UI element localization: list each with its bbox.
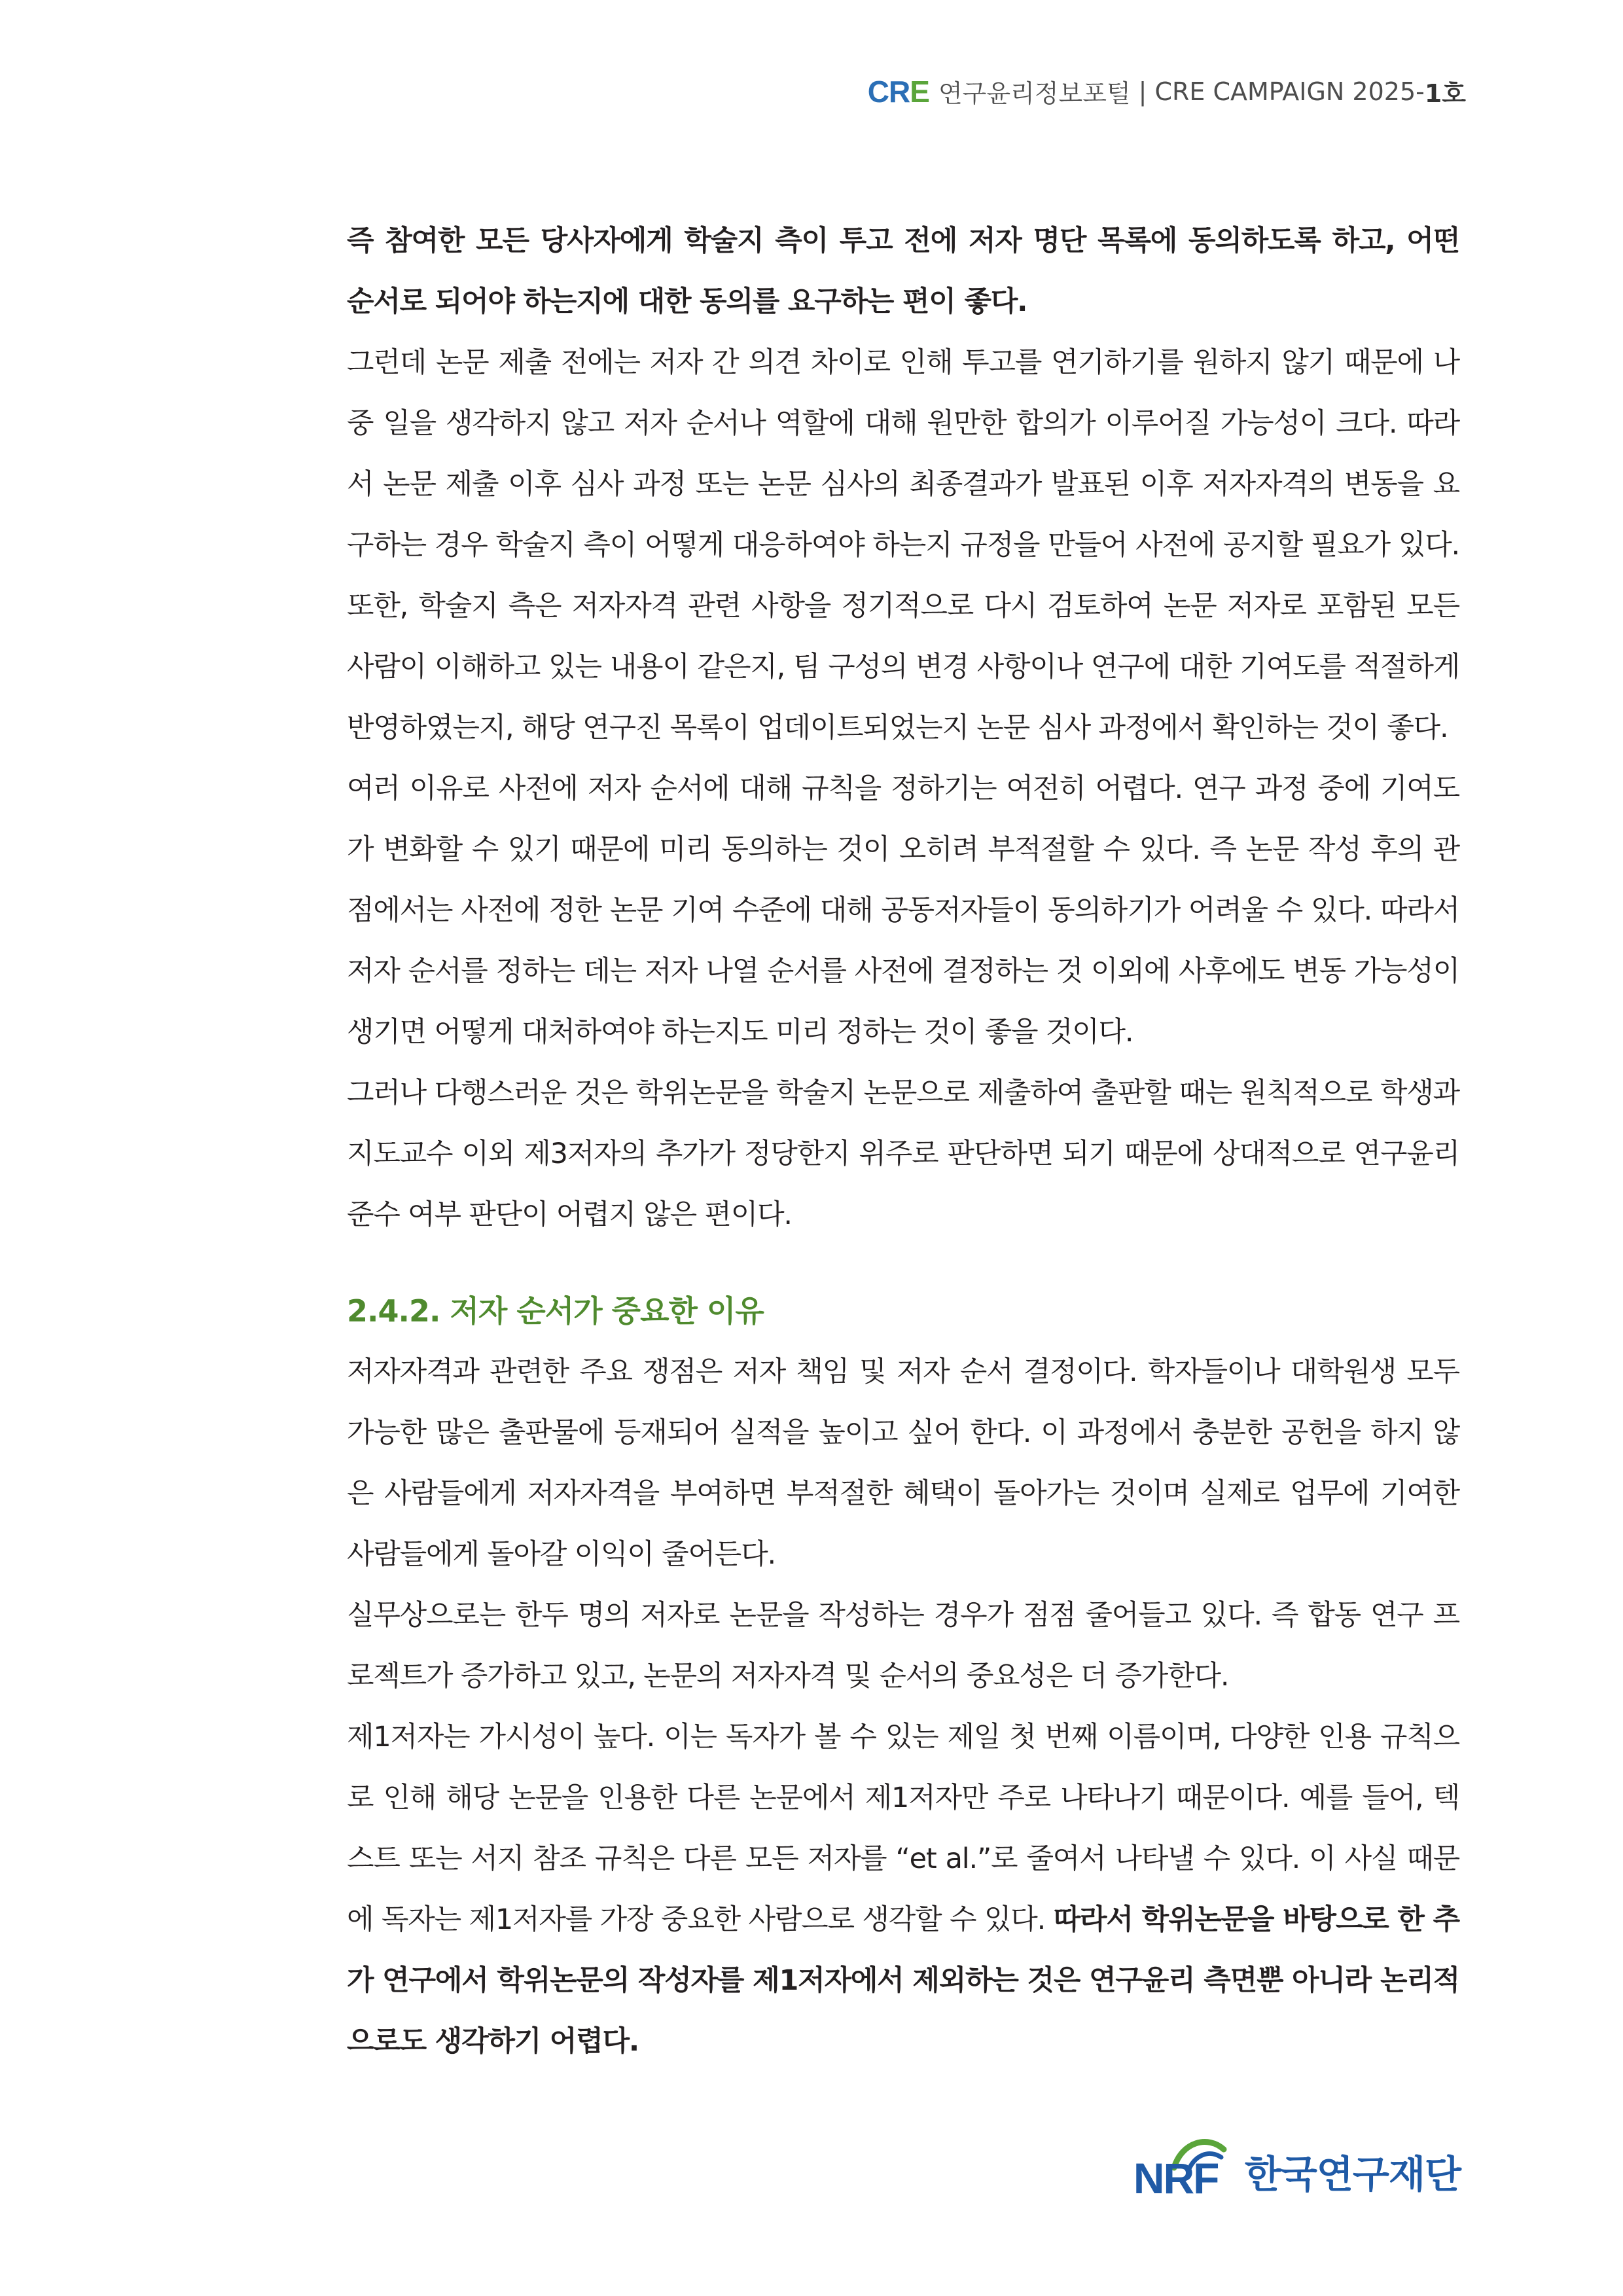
section-paragraph-2: 실무상으로는 한두 명의 저자로 논문을 작성하는 경우가 점점 줄어들고 있다. 즉 합동 연구 프로젝트가 증가하고 있고, 논문의 저자자격 및 순서의 중요성은 더 증가한다. xyxy=(347,1599,1459,1693)
section-paragraph-1: 저자자격과 관련한 주요 쟁점은 저자 책임 및 저자 순서 결정이다. 학자들이나 대학원생 모두 가능한 많은 출판물에 등재되어 실적을 높이고 싶어 한다. 이 과정에서 충분한 공헌을 하지 않은 사람들에게 저자자격을 부여하면 부적절한 혜택이 돌아가는 것이며 실제로 업무에 기여한 사람들에게 돌아갈 이익이 줄어든다. xyxy=(347,1355,1459,1571)
paragraph-3: 여러 이유로 사전에 저자 순서에 대해 규칙을 정하기는 여전히 어렵다. 연구 과정 중에 기여도가 변화할 수 있기 때문에 미리 동의하는 것이 오히려 부적절할 수 있다. 즉 논문 작성 후의 관점에서는 사전에 정한 논문 기여 수준에 대해 공동저자들이 동의하기가 어려울 수 있다. 따라서 저자 순서를 정하는 데는 저자 나열 순서를 사전에 결정하는 것 이외에 사후에도 변동 가능성이 생기면 어떻게 대처하여야 하는지도 미리 정하는 것이 좋을 것이다. xyxy=(347,772,1459,1049)
header-separator: | xyxy=(1138,77,1147,106)
paragraph-1-bold: 즉 참여한 모든 당사자에게 학술지 측이 투고 전에 저자 명단 목록에 동의하도록 하고, 어떤 순서로 되어야 하는지에 대한 동의를 요구하는 편이 좋다. xyxy=(347,224,1459,318)
header-issue: 1호 xyxy=(1424,79,1466,108)
section-paragraph-3: 제1저자는 가시성이 높다. 이는 독자가 볼 수 있는 제일 첫 번째 이름이며, 다양한 인용 규칙으로 인해 해당 논문을 인용한 다른 논문에서 제1저자만 주로 나타나기 때문이다. 예를 들어, 텍스트 또는 서지 참조 규칙은 다른 모든 저자를 “et al.”로 줄여서 나타낼 수 있다. 이 사실 때문에 독자는 제1저자를 가장 중요한 사람으로 생각할 수 있다. 따라서 학위논문을 바탕으로 한 추가 연구에서 학위논문의 작성자를 제1저자에서 제외하는 것은 연구윤리 측면뿐 아니라 논리적으로도 생각하기 어렵다. xyxy=(347,1721,1459,2058)
nrf-logo xyxy=(1133,2135,1238,2207)
page-footer xyxy=(1133,2135,1461,2207)
section-heading: 2.4.2. 저자 순서가 중요한 이유 xyxy=(347,1293,764,1329)
cre-logo: CRE xyxy=(867,74,929,109)
header-portal: 연구윤리정보포털 xyxy=(938,79,1131,108)
nrf-logo-text: NRF xyxy=(1133,2154,1219,2202)
header-campaign: CRE CAMPAIGN 2025- xyxy=(1154,77,1425,106)
page-header xyxy=(868,73,1466,109)
page-content xyxy=(347,211,1459,2072)
org-name: 한국연구재단 xyxy=(1244,2152,1461,2197)
section-paragraph-3-bold: 따라서 학위논문을 바탕으로 한 추가 연구에서 학위논문의 작성자를 제1저자에서 제외하는 것은 연구윤리 측면뿐 아니라 논리적으로도 생각하기 어렵다. xyxy=(347,1903,1459,2058)
paragraph-4: 그러나 다행스러운 것은 학위논문을 학술지 논문으로 제출하여 출판할 때는 원칙적으로 학생과 지도교수 이외 제3저자의 추가가 정당한지 위주로 판단하면 되기 때문에 상대적으로 연구윤리 준수 여부 판단이 어렵지 않은 편이다. xyxy=(347,1077,1459,1231)
paragraph-2: 그런데 논문 제출 전에는 저자 간 의견 차이로 인해 투고를 연기하기를 원하지 않기 때문에 나중 일을 생각하지 않고 저자 순서나 역할에 대해 원만한 합의가 이루어질 가능성이 크다. 따라서 논문 제출 이후 심사 과정 또는 논문 심사의 최종결과가 발표된 이후 저자자격의 변동을 요구하는 경우 학술지 측이 어떻게 대응하여야 하는지 규정을 만들어 사전에 공지할 필요가 있다. 또한, 학술지 측은 저자자격 관련 사항을 정기적으로 다시 검토하여 논문 저자로 포함된 모든 사람이 이해하고 있는 내용이 같은지, 팀 구성의 변경 사항이나 연구에 대한 기여도를 적절하게 반영하였는지, 해당 연구진 목록이 업데이트되었는지 논문 심사 과정에서 확인하는 것이 좋다. xyxy=(347,346,1459,744)
paragraph-1 xyxy=(347,211,1459,332)
